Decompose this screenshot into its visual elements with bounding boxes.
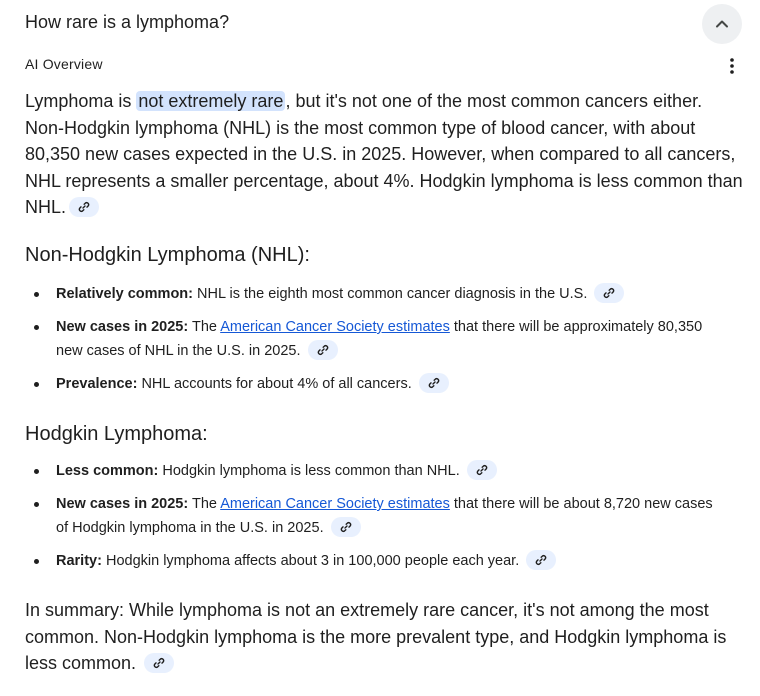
link-icon <box>340 521 352 533</box>
item-label: Less common: <box>56 463 159 479</box>
item-text-pre: The <box>188 319 221 335</box>
link-icon <box>317 344 329 356</box>
item-label: New cases in 2025: <box>56 496 189 512</box>
item-label: Rarity: <box>56 553 102 569</box>
link-icon <box>153 657 165 669</box>
intro-text-after: , but it's not one of the most common cancers either. Non-Hodgkin lymphoma (NHL) is the most common type of blood cancer, with about 80,350 new cases expected in the U.S. in 2025. However, when compared to all cancers, NHL represents a smaller percentage, about 4%. Hodgkin lymphoma is less common than NHL. <box>25 91 743 217</box>
list-item <box>25 459 725 483</box>
citation-link-button[interactable] <box>331 517 361 537</box>
nhl-heading: Non-Hodgkin Lymphoma (NHL): <box>25 244 310 266</box>
item-text: Hodgkin lymphoma is less common than NHL. <box>158 463 460 479</box>
hodgkin-list <box>25 459 725 582</box>
intro-text-before: Lymphoma is <box>25 91 137 111</box>
link-icon <box>78 201 90 213</box>
hodgkin-heading: Hodgkin Lymphoma: <box>25 423 208 445</box>
link-icon <box>476 464 488 476</box>
collapse-button[interactable] <box>702 4 742 44</box>
highlighted-phrase: not extremely rare <box>138 91 284 111</box>
citation-link-button[interactable] <box>69 197 99 217</box>
link-icon <box>603 287 615 299</box>
list-item <box>25 372 725 396</box>
summary-text: In summary: While lymphoma is not an extremely rare cancer, it's not among the most common. Non-Hodgkin lymphoma is the more prevalent type, and Hodgkin lymphoma is less common. <box>25 600 727 673</box>
summary-paragraph <box>25 597 745 677</box>
ai-overview-label: AI Overview <box>25 56 103 72</box>
item-label: Relatively common: <box>56 286 193 302</box>
list-item <box>25 315 725 363</box>
citation-link-button[interactable] <box>467 460 497 480</box>
citation-link-button[interactable] <box>594 283 624 303</box>
item-text-post: that there will be about 8,720 new cases of Hodgkin lymphoma in the U.S. in 2025. <box>56 496 713 536</box>
list-item <box>25 549 725 573</box>
acs-estimates-link[interactable]: American Cancer Society estimates <box>220 319 450 335</box>
list-item <box>25 282 725 306</box>
item-text-post: that there will be approximately 80,350 new cases of NHL in the U.S. in 2025. <box>56 319 703 359</box>
nhl-list <box>25 282 725 405</box>
citation-link-button[interactable] <box>419 373 449 393</box>
intro-paragraph <box>25 88 745 221</box>
link-icon <box>428 377 440 389</box>
citation-link-button[interactable] <box>308 340 338 360</box>
chevron-up-icon <box>714 16 730 32</box>
item-text: Hodgkin lymphoma affects about 3 in 100,000 people each year. <box>101 553 520 569</box>
question-title: How rare is a lymphoma? <box>25 12 230 32</box>
acs-estimates-link[interactable]: American Cancer Society estimates <box>220 496 450 512</box>
item-label: Prevalence: <box>56 376 138 392</box>
item-text-pre: The <box>188 496 221 512</box>
citation-link-button[interactable] <box>144 653 174 673</box>
item-text: NHL is the eighth most common cancer diagnosis in the U.S. <box>193 286 588 302</box>
item-label: New cases in 2025: <box>56 319 189 335</box>
item-text: NHL accounts for about 4% of all cancers. <box>137 376 412 392</box>
citation-link-button[interactable] <box>526 550 556 570</box>
more-options-button[interactable] <box>720 54 744 78</box>
list-item <box>25 492 725 540</box>
link-icon <box>535 554 547 566</box>
more-vert-icon <box>730 58 734 74</box>
